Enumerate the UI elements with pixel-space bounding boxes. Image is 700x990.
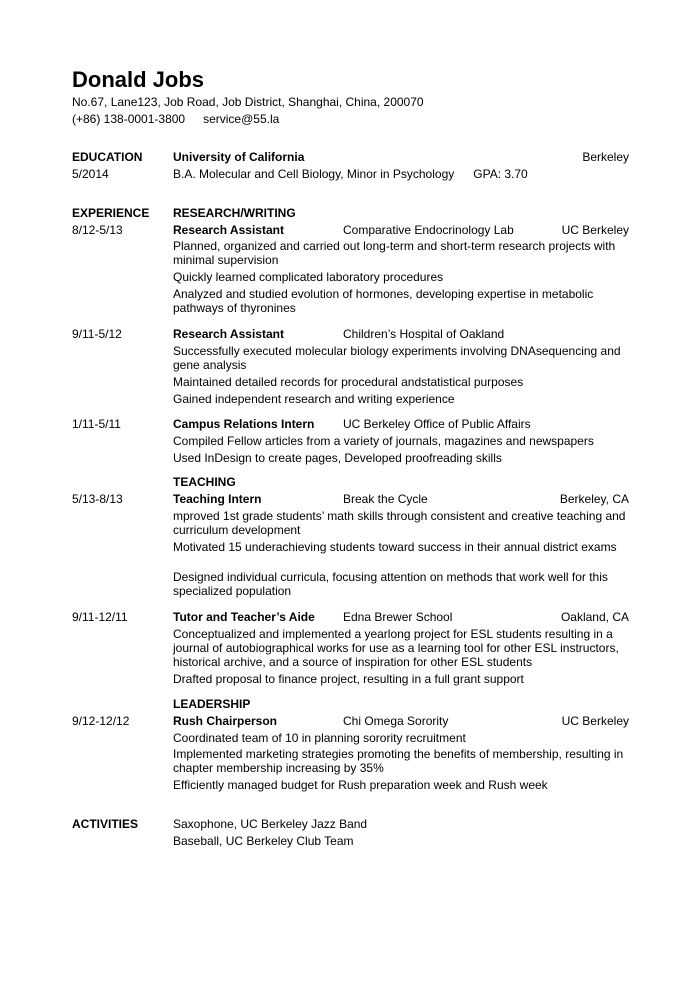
- job-date: 8/12-5/13: [72, 223, 123, 237]
- job-bullet: Designed individual curricula, focusing attention on methods that work well for this specialized population: [173, 570, 608, 598]
- job-date: 9/11-5/12: [72, 327, 122, 341]
- job-bullet: Maintained detailed records for procedural andstatistical purposes: [173, 375, 524, 389]
- job-header: [72, 327, 629, 341]
- experience-heading: EXPERIENCE: [72, 206, 150, 220]
- activity-item: Baseball, UC Berkeley Club Team: [173, 834, 354, 848]
- email-address: service@55.la: [203, 112, 280, 126]
- contact-line: [72, 112, 279, 126]
- job-date: 9/11-12/11: [72, 610, 128, 624]
- job-location: Berkeley, CA: [559, 492, 629, 506]
- job-header: [72, 492, 629, 506]
- job-location: UC Berkeley: [561, 223, 629, 237]
- job-bullet: Motivated 15 underachieving students toward success in their annual district exams: [173, 540, 617, 554]
- job-title: Rush Chairperson: [173, 714, 278, 728]
- job-org: Chi Omega Sorority: [343, 714, 449, 728]
- job-org: Edna Brewer School: [343, 610, 453, 624]
- job-bullet: Planned, organized and carried out long-term and short-term research projects with minimal supervision: [173, 239, 616, 267]
- job-bullet: Quickly learned complicated laboratory procedures: [173, 270, 444, 284]
- activity-item: Saxophone, UC Berkeley Jazz Band: [173, 817, 368, 831]
- job-title: Campus Relations Intern: [173, 417, 315, 431]
- job-title: Teaching Intern: [173, 492, 262, 506]
- job-location: UC Berkeley: [561, 714, 629, 728]
- job-header: [72, 223, 629, 237]
- job-bullet: Coordinated team of 10 in planning sorority recruitment: [173, 731, 466, 745]
- job-title: Research Assistant: [173, 327, 284, 341]
- job-date: 1/11-5/11: [72, 417, 121, 431]
- activities-heading: ACTIVITIES: [72, 817, 139, 831]
- teaching-heading: TEACHING: [173, 475, 236, 489]
- job-bullet: Analyzed and studied evolution of hormones, developing expertise in metabolic pathways of thyronines: [173, 287, 594, 315]
- degree: B.A. Molecular and Cell Biology, Minor in Psychology: [173, 167, 455, 181]
- school-name: University of California: [173, 150, 305, 164]
- job-bullet: Implemented marketing strategies promoting the benefits of membership, resulting in chapter membership increasing by 35%: [173, 747, 624, 775]
- school-location: Berkeley: [582, 150, 629, 164]
- job-bullet: Efficiently managed budget for Rush preparation week and Rush week: [173, 778, 548, 792]
- phone-number: (+86) 138-0001-3800: [72, 112, 186, 126]
- leadership-heading: LEADERSHIP: [173, 697, 251, 711]
- education-school-row: [72, 150, 629, 164]
- degree-line: [173, 167, 528, 181]
- job-title: Tutor and Teacher’s Aide: [173, 610, 315, 624]
- job-bullet: Gained independent research and writing experience: [173, 392, 455, 406]
- job-bullet: Drafted proposal to finance project, resulting in a full grant support: [173, 672, 524, 686]
- address-line: No.67, Lane123, Job Road, Job District, Shanghai, China, 200070: [72, 95, 424, 109]
- candidate-name: Donald Jobs: [72, 67, 205, 92]
- job-location: Oakland, CA: [560, 610, 629, 624]
- job-date: 5/13-8/13: [72, 492, 123, 506]
- job-bullet: Used InDesign to create pages, Developed proofreading skills: [173, 451, 502, 465]
- job-date: 9/12-12/12: [72, 714, 130, 728]
- job-org: Children’s Hospital of Oakland: [343, 327, 505, 341]
- job-header: [72, 714, 629, 728]
- job-bullet: mproved 1st grade students’ math skills through consistent and creative teaching and curriculum development: [173, 509, 626, 537]
- job-title: Research Assistant: [173, 223, 284, 237]
- job-org: Break the Cycle: [343, 492, 428, 506]
- job-org: Comparative Endocrinology Lab: [343, 223, 514, 237]
- job-bullet: Compiled Fellow articles from a variety of journals, magazines and newspapers: [173, 434, 594, 448]
- job-header: [72, 417, 629, 431]
- job-header: [72, 610, 629, 624]
- education-date: 5/2014: [72, 167, 109, 181]
- job-bullet: Successfully executed molecular biology experiments involving DNAsequencing and gene analysis: [173, 344, 621, 372]
- research-writing-heading: RESEARCH/WRITING: [173, 206, 296, 220]
- education-heading: EDUCATION: [72, 150, 143, 164]
- gpa: GPA: 3.70: [473, 167, 528, 181]
- job-bullet: Conceptualized and implemented a yearlong project for ESL students resulting in a journal of autobiographical works for use as a learning tool for other ESL instructors, historical archive, and a source of inspiration for other ESL students: [173, 627, 619, 669]
- job-org: UC Berkeley Office of Public Affairs: [343, 417, 531, 431]
